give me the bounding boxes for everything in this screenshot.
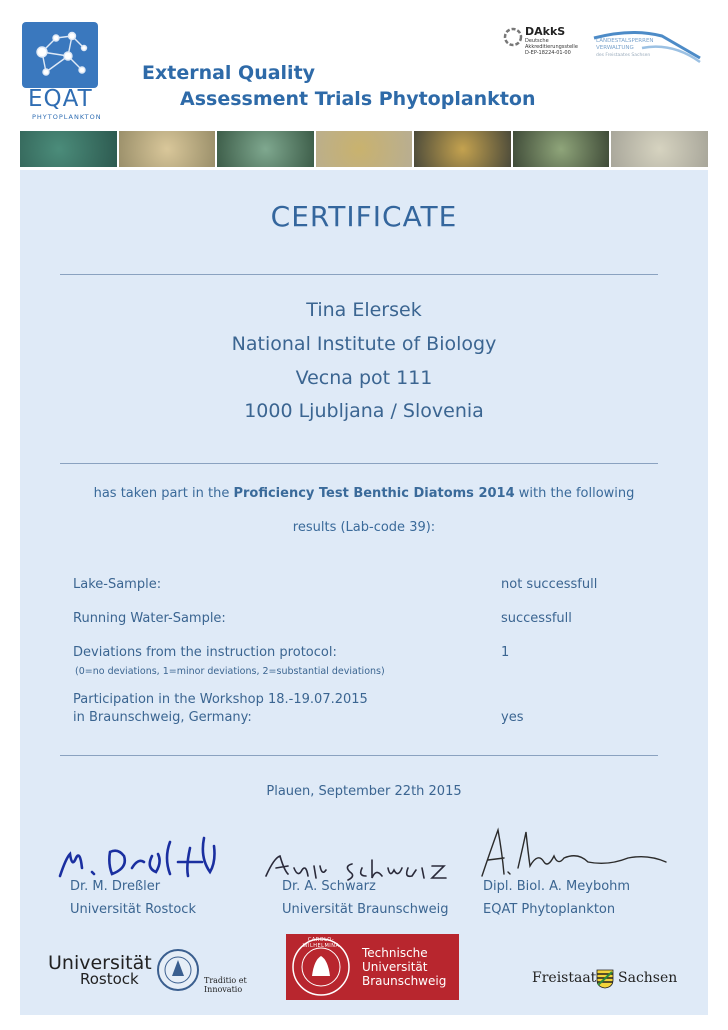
test-name: Proficiency Test Benthic Diatoms 2014 bbox=[233, 486, 515, 501]
rostock-motto: Traditio et Innovatio bbox=[204, 976, 247, 994]
phytoplankton-photo-strip bbox=[20, 131, 708, 167]
statement-prefix: has taken part in the bbox=[93, 486, 234, 501]
sachsen-left-text: Freistaat bbox=[532, 970, 597, 986]
signatory-name-3: Dipl. Biol. A. Meybohm bbox=[483, 879, 631, 894]
landestalsperren-logo bbox=[592, 28, 702, 70]
dakks-name: DAkkS bbox=[525, 25, 566, 38]
dakks-logo bbox=[503, 25, 588, 67]
signatory-name-2: Dr. A. Schwarz bbox=[282, 879, 376, 894]
tu-line2: Universität bbox=[362, 960, 428, 974]
deviation-note: (0=no deviations, 1=minor deviations, 2=substantial deviations) bbox=[75, 666, 385, 677]
eqat-logo-subtext: PHYTOPLANKTON bbox=[32, 113, 102, 121]
result-label-running-water: Running Water-Sample: bbox=[73, 611, 226, 626]
sachsen-right-text: Sachsen bbox=[618, 970, 678, 986]
signatory-org-1: Universität Rostock bbox=[70, 902, 196, 917]
rostock-seal-icon bbox=[156, 948, 200, 992]
participation-statement bbox=[0, 486, 728, 501]
result-label-deviations: Deviations from the instruction protocol: bbox=[73, 645, 337, 660]
dakks-line3: D-EP-18224-01-00 bbox=[525, 50, 571, 56]
lts-line1: LANDESTALSPERREN bbox=[596, 38, 654, 44]
divider bbox=[60, 463, 658, 464]
result-value-running-water: successfull bbox=[501, 611, 572, 626]
photo-tile bbox=[217, 131, 314, 167]
rostock-line2: Rostock bbox=[80, 970, 139, 988]
header-title-line1: External Quality bbox=[142, 62, 316, 84]
dakks-line1: Deutsche bbox=[525, 38, 549, 44]
lts-line3: des Freistaates Sachsen bbox=[596, 53, 651, 58]
recipient-name: Tina Elersek bbox=[306, 299, 422, 321]
statement-suffix: with the following bbox=[514, 486, 635, 501]
network-icon bbox=[22, 22, 98, 88]
photo-tile bbox=[316, 131, 413, 167]
dakks-line2: Akkreditierungsstelle bbox=[525, 44, 578, 50]
sachsen-coat-of-arms-icon bbox=[596, 969, 614, 989]
divider bbox=[60, 274, 658, 275]
result-value-lake: not successfull bbox=[501, 577, 598, 592]
signatory-org-2: Universität Braunschweig bbox=[282, 902, 449, 917]
result-value-deviations: 1 bbox=[501, 645, 510, 660]
tu-braunschweig-logo bbox=[286, 934, 459, 1000]
recipient-city: 1000 Ljubljana / Slovenia bbox=[244, 400, 484, 422]
universitaet-rostock-logo bbox=[48, 948, 278, 998]
rostock-line1: Universität bbox=[48, 952, 152, 974]
freistaat-sachsen-logo bbox=[532, 968, 678, 992]
recipient-institute: National Institute of Biology bbox=[231, 333, 497, 355]
lab-code-line: results (Lab-code 39): bbox=[292, 520, 436, 535]
header-title-line2: Assessment Trials Phytoplankton bbox=[180, 88, 536, 110]
signatory-name-1: Dr. M. Dreßler bbox=[70, 879, 161, 894]
eqat-logo-text: EQAT bbox=[28, 86, 93, 112]
workshop-value: yes bbox=[501, 710, 524, 725]
workshop-label-line2: in Braunschweig, Germany: bbox=[73, 710, 252, 725]
tu-seal-text: CAROLO-WILHELMINA bbox=[302, 937, 340, 949]
photo-tile bbox=[414, 131, 511, 167]
signatory-org-3: EQAT Phytoplankton bbox=[483, 902, 616, 917]
tu-line1: Technische bbox=[362, 946, 428, 960]
divider bbox=[60, 755, 658, 756]
certificate-title: CERTIFICATE bbox=[270, 200, 458, 233]
workshop-label-line1: Participation in the Workshop 18.-19.07.2015 bbox=[73, 692, 368, 707]
result-label-lake: Lake-Sample: bbox=[73, 577, 162, 592]
tu-line3: Braunschweig bbox=[362, 974, 447, 988]
lts-line2: VERWALTUNG bbox=[596, 45, 634, 51]
place-date: Plauen, September 22th 2015 bbox=[266, 784, 462, 799]
photo-tile bbox=[513, 131, 610, 167]
recipient-street: Vecna pot 111 bbox=[295, 367, 433, 389]
dakks-emblem-icon bbox=[503, 27, 523, 47]
photo-tile bbox=[20, 131, 117, 167]
photo-tile bbox=[611, 131, 708, 167]
signature-meybohm bbox=[478, 822, 670, 884]
photo-tile bbox=[119, 131, 216, 167]
